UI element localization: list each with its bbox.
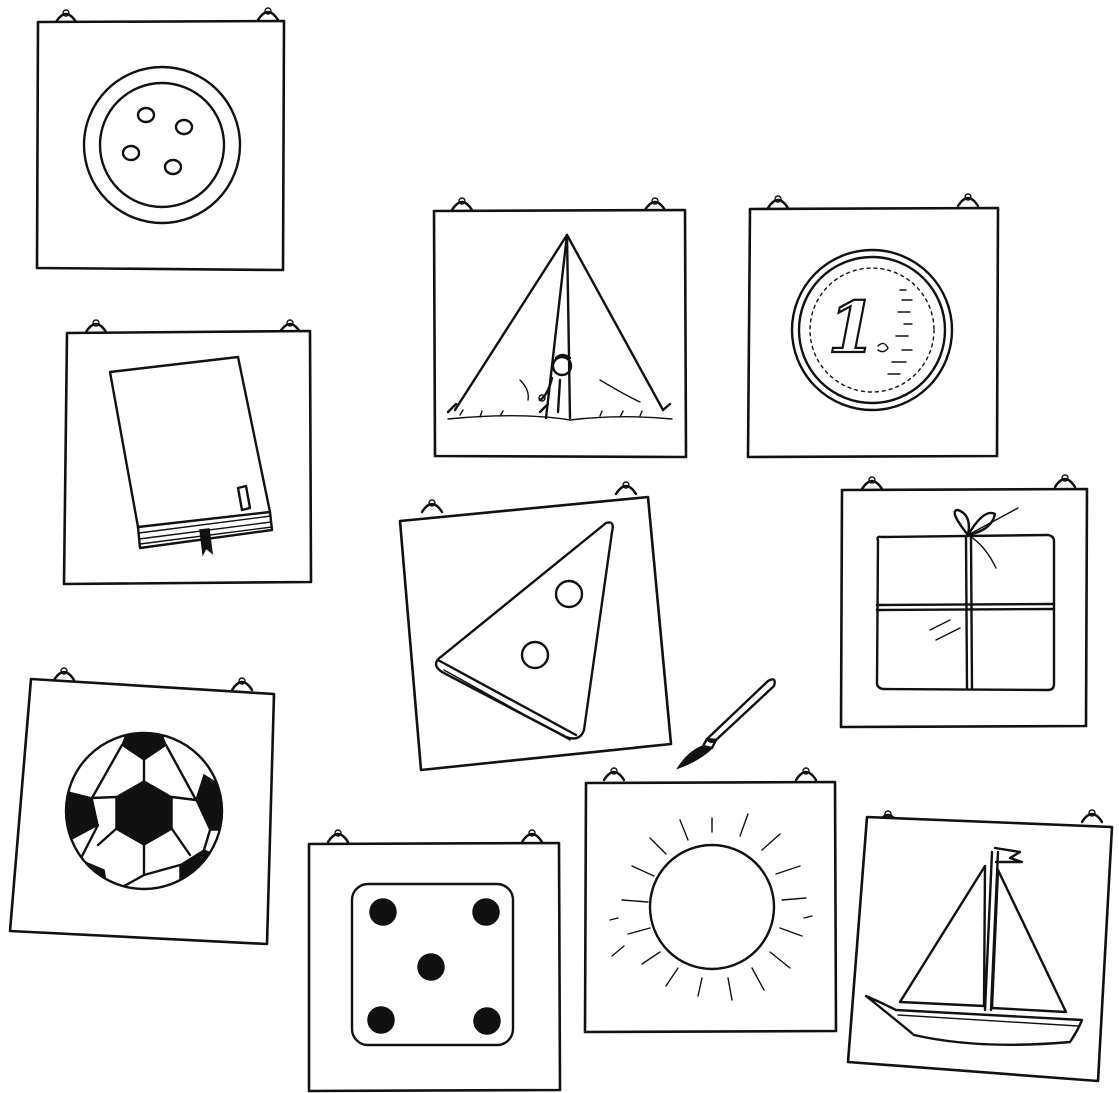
pin-icon	[604, 768, 816, 780]
picture-card-sailboat	[848, 810, 1112, 1081]
picture-card-sun	[585, 768, 836, 1032]
picture-card-pizza	[400, 482, 671, 770]
picture-card-die	[309, 830, 560, 1091]
coin-numeral: 1	[827, 286, 877, 369]
pin-icon	[452, 198, 665, 210]
pin-icon	[328, 830, 542, 842]
picture-card-gift	[841, 475, 1087, 727]
picture-card-button	[37, 8, 284, 270]
paintbrush-icon	[678, 679, 775, 768]
pin-icon	[768, 194, 978, 208]
picture-card-book	[64, 320, 311, 584]
pin-icon	[862, 475, 1075, 489]
picture-card-tent	[434, 198, 686, 457]
picture-card-ball	[10, 668, 274, 944]
picture-card-coin	[748, 194, 998, 457]
